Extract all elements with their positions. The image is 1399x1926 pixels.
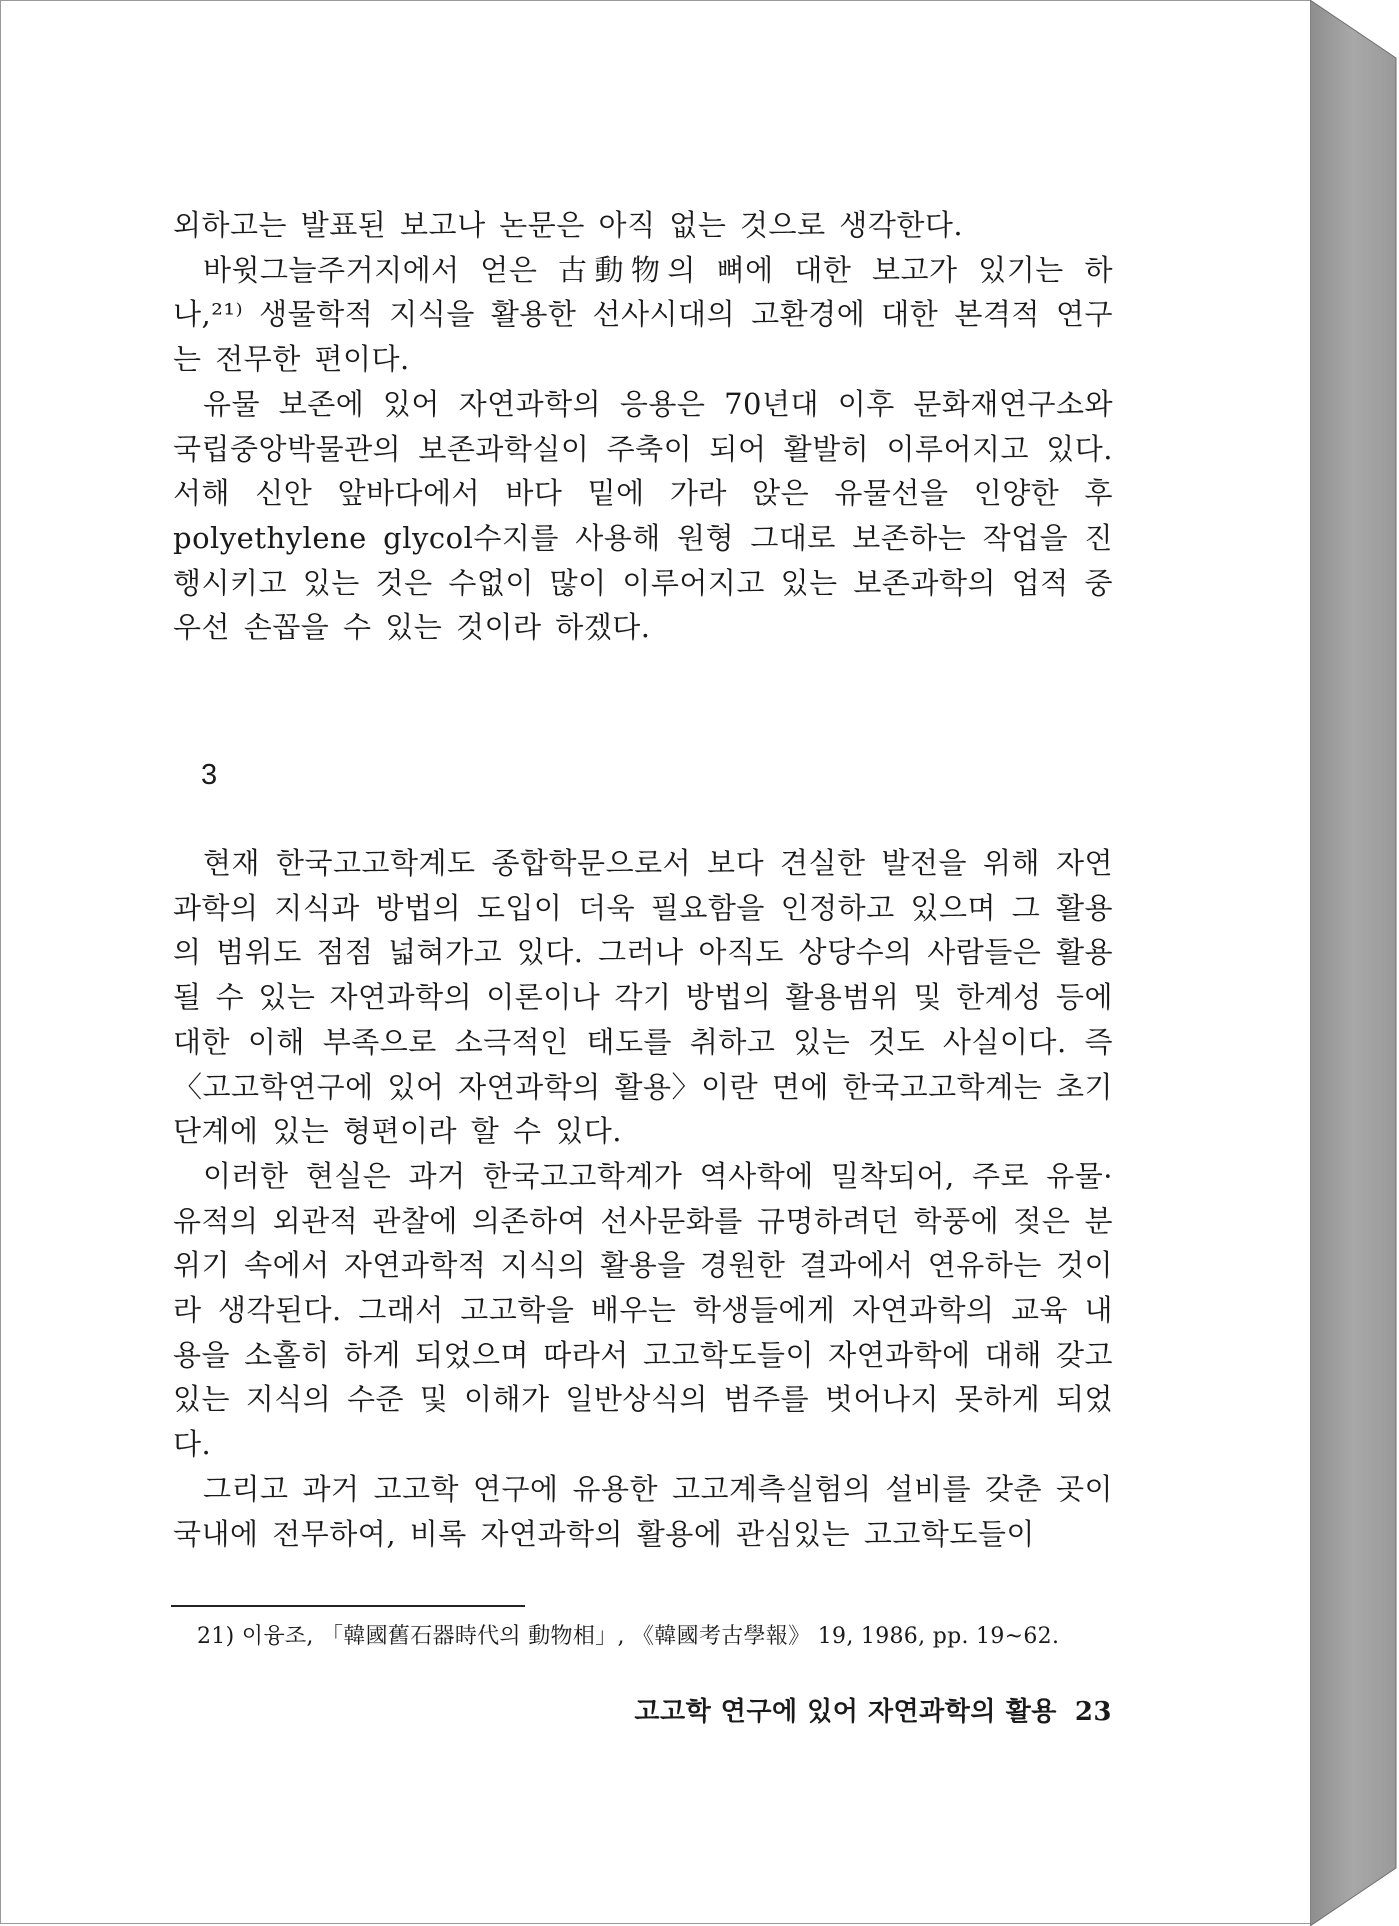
section-number: 3 xyxy=(201,759,218,791)
paragraph-5: 이러한 현실은 과거 한국고고학계가 역사학에 밀착되어, 주로 유물·유적의 외관적 관찰에 의존하여 선사문화를 규명하려던 학풍에 젖은 분위기 속에서 자연과학적 지식의 활용을 경원한 결과에서 연유하는 것이라 생각된다. 그래서 고고학을 배우는 학생들에게 자연과학의 교육 내용을 소홀히 하게 되었으며 따라서 고고학도들이 자연과학에 대해 갖고 있는 지식의 수준 및 이해가 일반상식의 범주를 벗어나지 못하게 되었다. xyxy=(173,1158,1113,1462)
book-edge-graphic xyxy=(1310,0,1399,1926)
body-text-bottom xyxy=(173,841,1113,1556)
paragraph-6: 그리고 과거 고고학 연구에 유용한 고고계측실험의 설비를 갖춘 곳이 국내에 전무하여, 비록 자연과학의 활용에 관심있는 고고학도들이 xyxy=(173,1471,1113,1551)
paragraph-2: 바윗그늘주거지에서 얻은 古動物의 뼈에 대한 보고가 있기는 하나,²¹⁾ 생물학적 지식을 활용한 선사시대의 고환경에 대한 본격적 연구는 전무한 편이다. xyxy=(173,252,1113,377)
running-footer xyxy=(634,1691,1112,1728)
footnote-divider xyxy=(171,1605,525,1607)
book-spine-edge xyxy=(1310,0,1399,1926)
page-number: 23 xyxy=(1074,1697,1112,1727)
footnote-21: 21) 이융조, 「韓國舊石器時代의 動物相」, 《韓國考古學報》 19, 1986, pp. 19~62. xyxy=(197,1624,1060,1649)
running-footer-title: 고고학 연구에 있어 자연과학의 활용 xyxy=(634,1697,1057,1727)
paragraph-1: 외하고는 발표된 보고나 논문은 아직 없는 것으로 생각한다. xyxy=(173,208,964,242)
paragraph-4: 현재 한국고고학계도 종합학문으로서 보다 견실한 발전을 위해 자연과학의 지식과 방법의 도입이 더욱 필요함을 인정하고 있으며 그 활용의 범위도 점점 넓혀가고 있다. 그러나 아직도 상당수의 사람들은 활용될 수 있는 자연과학의 이론이나 각기 방법의 활용범위 및 한계성 등에 대한 이해 부족으로 소극적인 태도를 취하고 있는 것도 사실이다. 즉 〈고고학연구에 있어 자연과학의 활용〉이란 면에 한국고고학계는 초기 단계에 있는 형편이라 할 수 있다. xyxy=(173,846,1113,1149)
paragraph-3: 유물 보존에 있어 자연과학의 응용은 70년대 이후 문화재연구소와 국립중앙박물관의 보존과학실이 주축이 되어 활발히 이루어지고 있다. 서해 신안 앞바다에서 바다 밑에 가라 앉은 유물선을 인양한 후 polyethylene glycol수지를 사용해 원형 그대로 보존하는 작업을 진행시키고 있는 것은 수없이 많이 이루어지고 있는 보존과학의 업적 중 우선 손꼽을 수 있는 것이라 하겠다. xyxy=(173,386,1113,645)
body-text-top xyxy=(173,203,1113,650)
